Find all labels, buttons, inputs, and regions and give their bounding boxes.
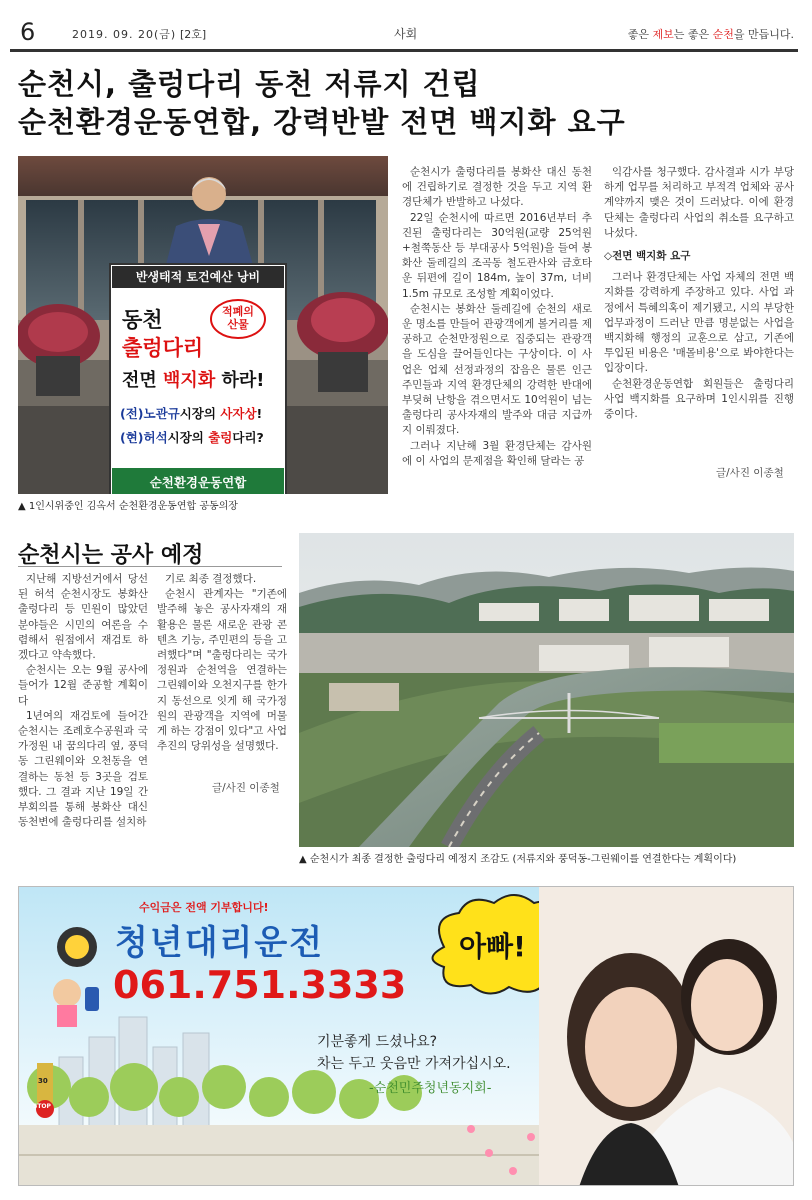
slogan: 좋은 제보는 좋은 순천을 만듭니다. [627, 28, 794, 41]
paragraph: 익감사를 청구했다. 감사결과 시가 부당하게 업무를 처리하고 부적격 업체와 공사계약까지 맺은 것이 드러났다. 이에 환경단체는 출렁다리 사업의 취소를 요구하고 나섰다. [604, 166, 794, 239]
page-number: 6 [20, 18, 36, 46]
paragraph: 순천시가 출렁다리를 봉화산 대신 동천에 건립하기로 결정한 것을 두고 지역 환경단체가 반발하고 나섰다. [402, 166, 592, 209]
speed-sign: 30 [38, 1077, 48, 1085]
aerial-river-photo [299, 533, 794, 847]
sign-line-4: (전)노관규시장의 사자상! [120, 406, 263, 421]
issue-number: [2호] [180, 28, 207, 41]
article1-column-1 [402, 165, 592, 469]
sign-line-3: 전면 백지화 하라! [122, 370, 265, 391]
sign-line-1: 동천 [122, 308, 163, 332]
ad-speech-bubble: 아빠! [459, 930, 526, 963]
paragraph: 그러나 지난해 3월 환경단체는 감사원에 이 사업의 문제점을 확인해 달라는 공 [402, 439, 592, 467]
paragraph: 22일 순천시에 따르면 2016년부터 추진된 출렁다리는 30억원(교량 25억원+철쭉동산 등 부대공사 5억원)을 들여 봉화산 둘레길의 조곡동 철도관사와 금호타운 뒤편에 길이 184m, 높이 37m, 너비 1.5m 규모로 조성할 계획이었다. [402, 211, 592, 300]
headline-line-2: 순천환경운동연합, 강력반발 전면 백지화 요구 [18, 105, 626, 139]
stop-sign: STOP [33, 1103, 51, 1110]
article1-column-2 [604, 165, 794, 422]
paragraph: 기로 최종 결정했다. [165, 573, 257, 585]
driving-service-ad[interactable] [18, 886, 794, 1186]
ad-sponsor: -순천민주청년동지회- [369, 1081, 492, 1096]
issue-date: 2019. 09. 20(금) [72, 28, 177, 41]
subheading: ◇전면 백지화 요구 [604, 250, 691, 263]
paragraph: 순천환경운동연합 회원들은 출렁다리 사업 백지화를 요구하며 1인시위를 진행중이다. [604, 377, 794, 421]
photo1-caption: ▲ 1인시위중인 김옥서 순천환경운동연합 공동의장 [18, 501, 238, 512]
sign-badge: 적폐의 산물 [222, 305, 254, 331]
article2-byline: 글/사진 이종철 [212, 782, 280, 794]
paragraph: 순천시는 봉화산 둘레길에 순천의 새로운 명소를 만들어 관광객에게 볼거리를 제공하고 순천만정원으로 집중되는 관광객을 도심을 끌어들인다는 구상이다. 이 사업은 업체 선정과정의 잡음은 물론 인근 주민들과 지역 환경단체의 강력한 반대에 부딪혀 난항을 겪으면서도 10억원이 넘는 출렁다리 공사자재의 발주와 대금 지급까지 이뤄졌다. [402, 302, 592, 437]
section-name: 사회 [394, 27, 418, 41]
article1-byline: 글/사진 이종철 [716, 467, 784, 479]
paragraph: 그러나 환경단체는 사업 자체의 전면 백지화를 강력하게 주장하고 있다. 사업 과정에서 특혜의혹이 제기됐고, 시의 부당한 업무과정이 드러난 만큼 명분없는 사업을 백지화해 행정의 교훈으로 삼고, 기존에 투입된 비용은 '매몰비용'으로 봐야한다는 입장이다. [604, 271, 794, 375]
sign-line-5: (현)허석시장의 출렁다리? [120, 430, 264, 445]
article2-title: 순천시는 공사 예정 [18, 543, 204, 568]
sign-top-text: 반생태적 토건예산 낭비 [135, 270, 261, 284]
photo2-caption: ▲ 순천시가 최종 결정한 출렁다리 예정지 조감도 (저류지와 풍덕동-그린웨이를 연결한다는 계획이다) [299, 854, 737, 865]
article2-column-1 [18, 572, 148, 830]
ad-message-1: 기분좋게 드셨나요? [317, 1034, 438, 1050]
ad-brand-name: 청년대리운전 [115, 923, 325, 963]
paragraph: 지난해 지방선거에서 당선된 허석 순천시장도 봉화산 출렁다리 등 민원이 많았던 분야들은 시민의 여론을 수렴해서 원점에서 재검토 하겠다고 약속했다. [18, 573, 148, 662]
article2-column-2 [157, 572, 287, 754]
paragraph: 1년여의 재검토에 들어간 순천시는 조례호수공원과 국가정원 내 꿈의다리 옆, 풍덕동 그린웨이와 오천동을 연결하는 동천 등 3곳을 검토했다. 그 결과 지난 19일 간부회의를 통해 봉화산 대신 동천변에 출렁다리를 설치하 [18, 709, 148, 829]
paragraph: 순천시 관계자는 "기존에 발주해 놓은 공사자재의 재활용은 물론 새로운 관광 콘텐츠 기능, 주민편의 등을 고려했다"며 "출렁다리는 국가정원과 순천역을 연결하는 그린웨이와 오천지구를 한가지 동선으로 잇게 해 국가정원의 관광객을 지역에 머물게 하는 강점이 있다"고 사업추진의 당위성을 설명했다. [157, 588, 287, 753]
sign-line-2: 출렁다리 [122, 336, 204, 360]
ad-phone-number[interactable]: 061.751.3333 [113, 963, 407, 1007]
title-divider [18, 566, 282, 567]
ad-message-2: 차는 두고 웃음만 가져가십시오. [317, 1056, 511, 1072]
protest-photo [18, 156, 388, 494]
paragraph: 순천시는 오는 9월 공사에 들어가 12월 준공할 계획이다 [18, 664, 148, 707]
headline-line-1: 순천시, 출렁다리 동천 저류지 건립 [18, 67, 481, 101]
sign-bottom-text: 순천환경운동연합 [149, 475, 247, 490]
ad-tagline: 수익금은 전액 기부합니다! [139, 901, 269, 914]
page-header [10, 18, 798, 52]
